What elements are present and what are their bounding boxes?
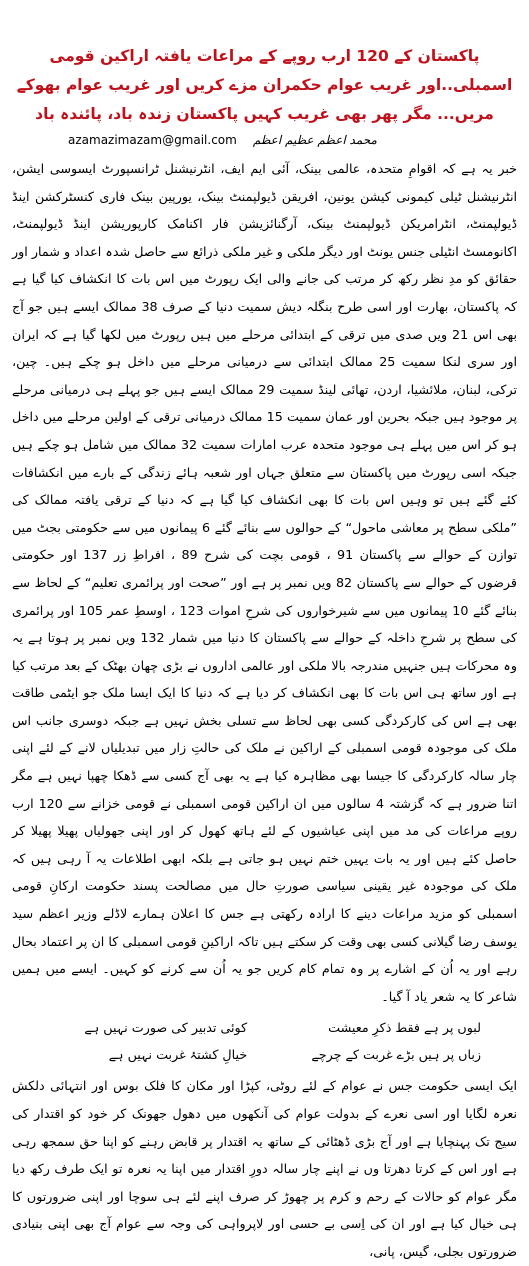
byline (68, 133, 513, 147)
poem-verse (48, 1014, 481, 1068)
verse-hemistich: خیالِ کشتۂ غربت نہیں ہے (108, 1047, 248, 1063)
verse-hemistich: زباں پر ہیں بڑے غربت کے چرچے (311, 1047, 481, 1063)
verse-hemistich: کوئی تدبیر کی صورت نہیں ہے (84, 1020, 248, 1036)
verse-hemistich: لبوں پر ہے فقط ذکرِ معیشت (328, 1020, 481, 1036)
article-headline: پاکستان کے 120 ارب روپے کے مراعات یافتہ اراکین قومی اسمبلی..اور غریب عوام حکمران مزے کریں اور غریب عوام بھوکے مریں... مگر پھر بھی غریب کہیں پاکستان زندہ باد، پائندہ باد (16, 47, 513, 123)
article-body (12, 155, 517, 1266)
author-email[interactable]: azamazimazam@gmail.com (68, 133, 237, 147)
verse-line (48, 1041, 481, 1068)
verse-line (48, 1014, 481, 1041)
paragraph: ایک ایسی حکومت جس نے عوام کے لئے روٹی، کپڑا اور مکان کا فلک بوس اور انتہائی دلکش نعرہ لگایا اور اسی نعرے کے بدولت عوام کی آنکھوں میں دھول جھونک کر خود کو اقتدار کی سیج تک پہنچایا ہے اور آج بڑی ڈھٹائی کے ساتھ یہ اقتدار پر قابض رہنے کو اپنا حق سمجھ رہی ہے اور اس کے کرتا دھرتا وں نے اپنے چار سالہ دورِ اقتدار میں اپنا یہ نعرہ تو ایک طرف رکھ دیا مگر عوام کو حالات کے رحم و کرم پر چھوڑ کر صرف اپنے لئے ہی سوچا اور اپنی ضرورتوں کا ہی خیال کیا ہے اور ان کی اِسی بے حسی اور لاپرواہی کی وجہ سے عوام آج بھی اپنی بنیادی ضرورتوں بجلی، گیس، پانی، (12, 1078, 517, 1259)
author-name: محمد اعظم عظیم اعظم (252, 133, 377, 147)
paragraph: خبر یہ ہے کہ اقوامِ متحدہ، عالمی بینک، آئی ایم ایف، انٹرنیشنل ٹرانسپورٹ ایسوسی ایشن، انٹرنیشنل ٹیلی کیمونی کیشن یونین، افریقن ڈیولپمنٹ بینک، یورپین بینک فاری کنسٹرکشن اینڈ ڈیولپمنٹ، انٹرامریکن ڈیولپمنٹ بینک، آرگنائزیشن فار اکنامک کارپوریشن اینڈ ڈیولپمنٹ، اکانومسٹ انٹیلی جنس یونٹ اور دیگر ملکی و غیر ملکی ذرائع سے حاصل شدہ اعداد و شمار اور حقائق کو مدِ نظر رکھ کر مرتب کی جانے والی ایک رپورٹ میں اس بات کا انکشاف کیا گیا ہے کہ پاکستان، بھارت اور اسی طرح بنگلہ دیش سمیت دنیا کے صرف 38 ممالک ایسے ہیں جو آج بھی اس 21 ویں صدی میں ترقی کے ابتدائی مرحلے میں ہیں رپورٹ میں لکھا گیا ہے کہ ایران اور سری لنکا سمیت 25 ممالک ابتدائی سے درمیانی مرحلے میں داخل ہو چکے ہیں۔ چین، ترکی، لبنان، ملائشیا، اردن، تھائی لینڈ سمیت 29 ممالک ایسے ہیں جو پہلے ہی درمیانی مرحلے پر موجود ہیں جبکہ بحرین اور عمان سمیت 15 ممالک درمیانی ترقی کے اولین مرحلے میں داخل ہو کر اس میں پہلے ہی موجود متحدہ عرب امارات سمیت 32 ممالک میں شامل ہو چکے ہیں جبکہ اسی رپورٹ میں پاکستان سے متعلق جہاں اور شعبہ ہائے زندگی کے بارے میں انکشافات کئے گئے ہیں تو وہیں اس بات کا بھی انکشاف کیا گیا ہے کہ دنیا کے ترقی یافتہ ممالک کی ”ملکی سطح پر معاشی ماحول“ کے حوالوں سے بنائے گئے 6 پیمانوں میں سے حکومتی بجٹ میں توازن کے حوالے سے پاکستان 91 ، قومی بچت کی شرح 89 ، افراطِ زر 137 اور حکومتی قرضوں کے حوالے سے پاکستان 82 ویں نمبر پر ہے اور ”صحت اور پرائمری تعلیم“ کے لحاظ سے بنائے گئے 10 پیمانوں میں سے شیرخواروں کی شرحِ اموات 123 ، اوسطِ عمر 105 اور پرائمری کی سطح پر شرحِ داخلہ کے حوالے سے پاکستان کا دنیا میں شمار 132 ویں نمبر پر ہوتا ہے یہ وہ محرکات ہیں جنہیں مندرجہ بالا ملکی اور عالمی اداروں نے بڑی چھان بھٹک کے بعد مرتب کیا ہے اور ساتھ ہی اس بات کا بھی انکشاف کر دیا ہے کہ دنیا کا ایک ایسا ملک جو ایٹمی طاقت بھی ہے اس کی کارکردگی کسی بھی لحاظ سے تسلی بخش نہیں ہے جبکہ دوسری جانب اس ملک کی موجودہ قومی اسمبلی کے اراکین نے ملک کی حالتِ زار میں تبدیلیاں لانے کے لئے اپنی چار سالہ کارکردگی کا جیسا بھی مظاہرہ کیا ہے یہ بھی آج کسی سے ڈھکا چھپا نہیں ہے مگر اتنا ضرور ہے کہ گزشتہ 4 سالوں میں ان اراکین قومی اسمبلی نے قومی خزانے سے 120 ارب روپے مراعات کی مد میں اپنی عیاشیوں کے لئے ہاتھ کھول کر اور اپنی جھولیاں پھیلا پھیلا کر حاصل کئے ہیں اور یہ بات یہیں ختم نہیں ہو جاتی ہے بلکہ ابھی اطلاعات یہ آ رہی ہیں کہ ملک کی موجودہ غیر یقینی سیاسی صورتِ حال میں مصالحت پسند حکومت ارکانِ قومی اسمبلی کو مزید مراعات دینے کا ارادہ رکھتی ہے جس کا اعلان ہمارے لاڈلے وزیر اعظم سید یوسف رضا گیلانی کسی بھی وقت کر سکتے ہیں تاکہ اراکینِ قومی اسمبلی کا ان پر اعتماد بحال رہے اور یہ اُن کے اشارے پر وہ تمام کام کریں جو یہ اُن سے کرنے کو کہیں۔ ایسے میں ہمیں شاعر کا یہ شعر یاد آ گیا۔ (12, 161, 518, 1004)
